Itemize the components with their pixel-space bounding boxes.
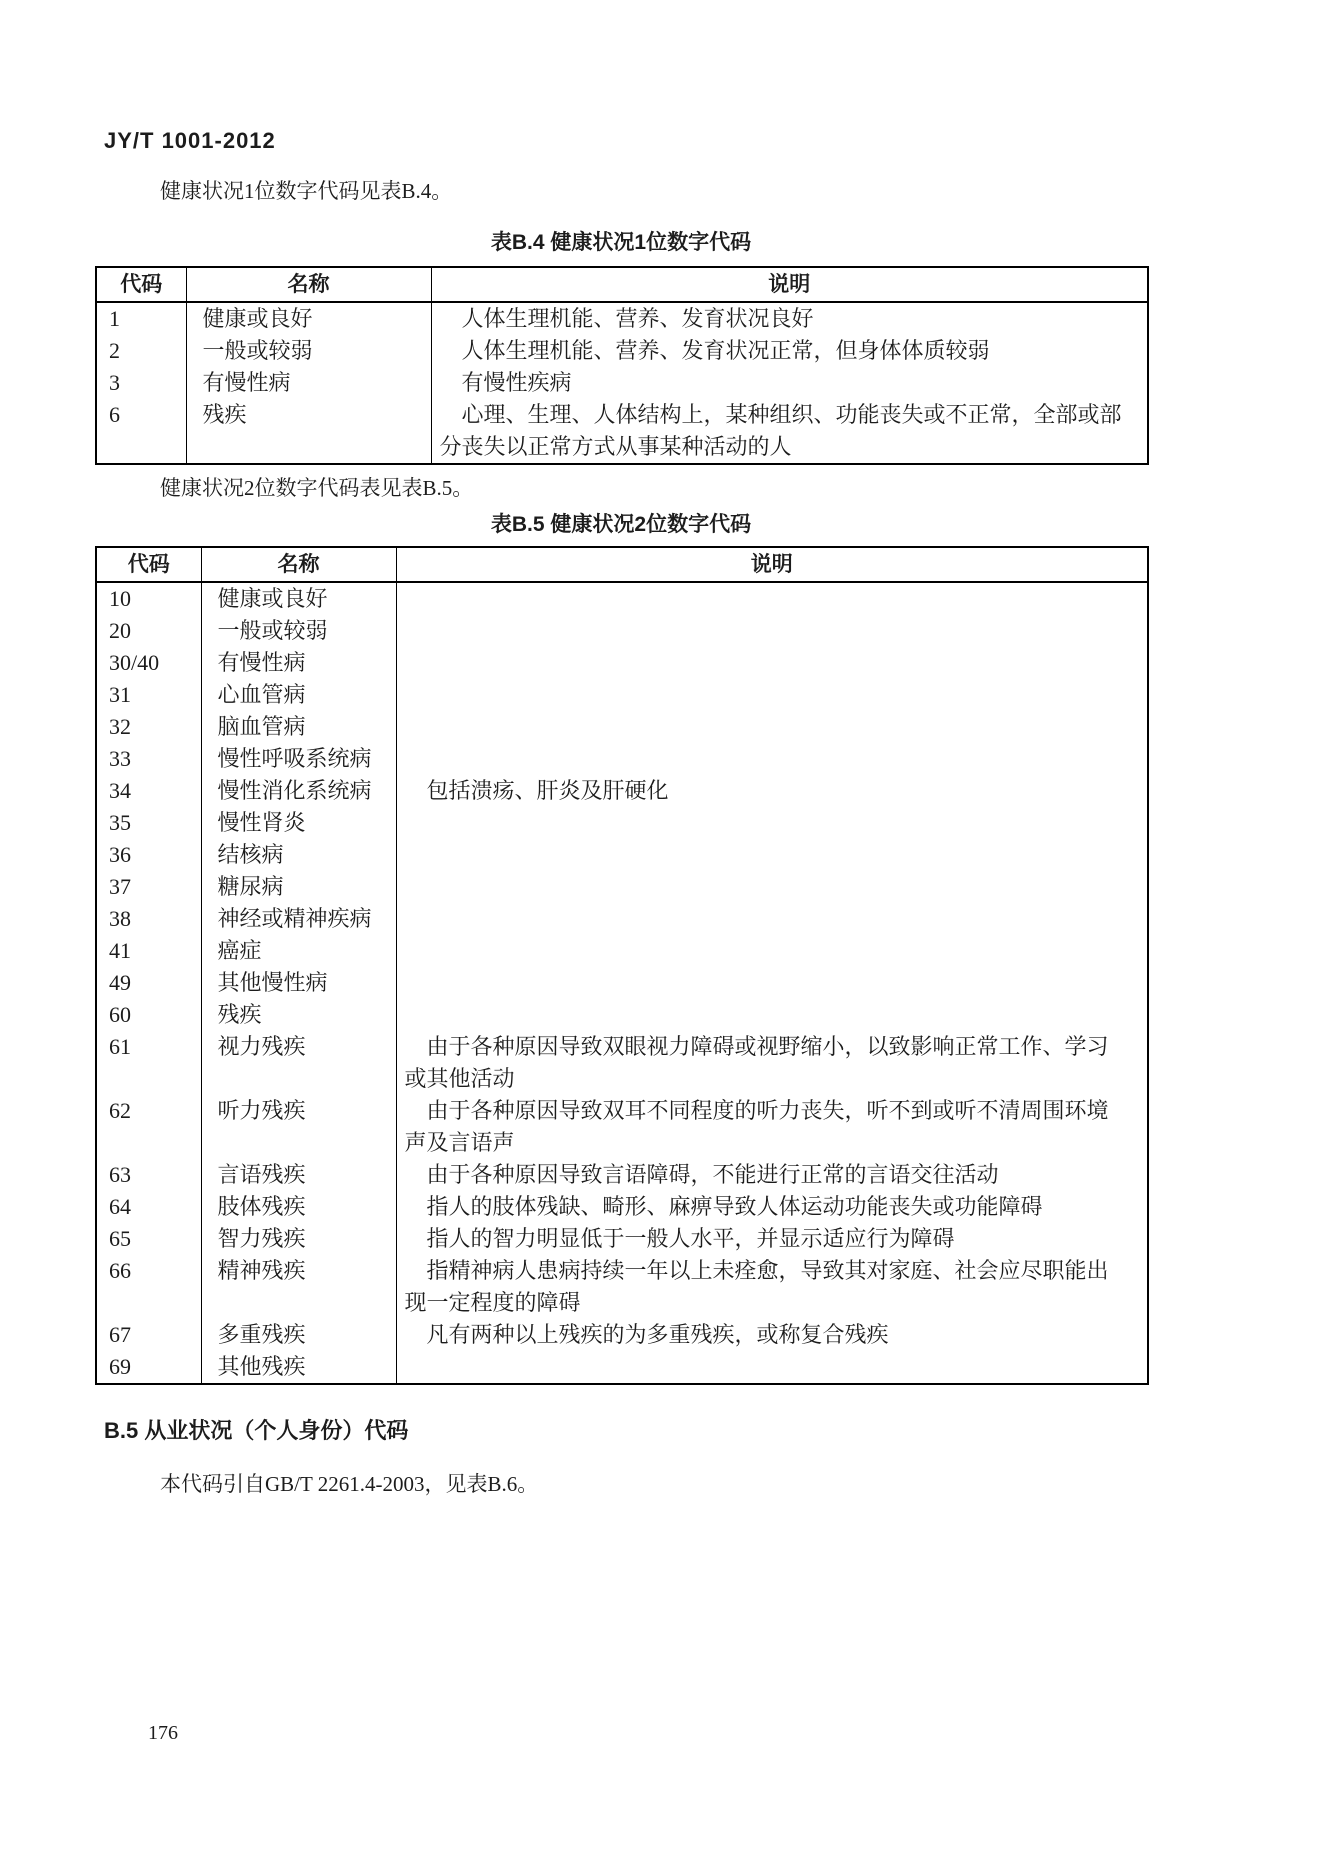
code-cell: 38 [109, 906, 131, 931]
name-cell: 健康或良好 [201, 582, 396, 615]
name-cell: 残疾 [186, 399, 431, 464]
name-cell: 其他残疾 [201, 1351, 396, 1384]
description-cell [396, 679, 1148, 711]
column-header: 代码 [96, 267, 186, 302]
name-cell: 智力残疾 [201, 1223, 396, 1255]
table-row [96, 775, 1148, 807]
name-cell: 肢体残疾 [201, 1191, 396, 1223]
code-cell: 3 [109, 370, 120, 395]
table-row [96, 335, 1148, 367]
table-row [96, 647, 1148, 679]
code-cell: 34 [109, 778, 131, 803]
description-cell: 由于各种原因导致双眼视力障碍或视野缩小，以致影响正常工作、学习或其他活动 [396, 1031, 1148, 1095]
name-cell: 残疾 [201, 999, 396, 1031]
column-header: 名称 [186, 267, 431, 302]
description-cell: 指人的智力明显低于一般人水平，并显示适应行为障碍 [396, 1223, 1148, 1255]
description-cell [396, 615, 1148, 647]
section-b5-reference-paragraph: 本代码引自GB/T 2261.4-2003，见表B.6。 [160, 1472, 539, 1496]
code-cell: 37 [109, 874, 131, 899]
name-cell: 慢性消化系统病 [201, 775, 396, 807]
description-cell: 由于各种原因导致言语障碍，不能进行正常的言语交往活动 [396, 1159, 1148, 1191]
table-row [96, 367, 1148, 399]
description-cell [396, 1351, 1148, 1384]
code-cell: 63 [109, 1162, 131, 1187]
code-cell: 35 [109, 810, 131, 835]
description-cell: 人体生理机能、营养、发育状况良好 [431, 302, 1148, 335]
description-cell [396, 647, 1148, 679]
code-cell: 69 [109, 1354, 131, 1379]
code-cell: 62 [109, 1098, 131, 1123]
description-cell: 凡有两种以上残疾的为多重残疾，或称复合残疾 [396, 1319, 1148, 1351]
description-cell [396, 743, 1148, 775]
table-row [96, 839, 1148, 871]
name-cell: 一般或较弱 [201, 615, 396, 647]
description-cell [396, 999, 1148, 1031]
name-cell: 精神残疾 [201, 1255, 396, 1319]
description-cell [396, 839, 1148, 871]
name-cell: 神经或精神疾病 [201, 903, 396, 935]
table-b5 [95, 546, 1149, 1385]
name-cell: 糖尿病 [201, 871, 396, 903]
code-cell: 1 [109, 306, 120, 331]
intro-paragraph-table-b5: 健康状况2位数字代码表见表B.5。 [160, 476, 474, 500]
table-row [96, 1095, 1148, 1159]
description-cell [396, 935, 1148, 967]
name-cell: 有慢性病 [201, 647, 396, 679]
description-cell [396, 807, 1148, 839]
description-cell: 指人的肢体残缺、畸形、麻痹导致人体运动功能丧失或功能障碍 [396, 1191, 1148, 1223]
table-b4-caption: 表B.4 健康状况1位数字代码 [490, 231, 752, 254]
table-row [96, 871, 1148, 903]
table-row [96, 1159, 1148, 1191]
code-cell: 61 [109, 1034, 131, 1059]
description-cell [396, 903, 1148, 935]
code-cell: 60 [109, 1002, 131, 1027]
column-header: 说明 [396, 547, 1148, 582]
table-row [96, 1191, 1148, 1223]
code-cell: 41 [109, 938, 131, 963]
name-cell: 慢性肾炎 [201, 807, 396, 839]
table-row [96, 807, 1148, 839]
table-row [96, 1319, 1148, 1351]
description-cell [396, 711, 1148, 743]
name-cell: 听力残疾 [201, 1095, 396, 1159]
code-cell: 31 [109, 682, 131, 707]
table-row [96, 903, 1148, 935]
description-cell: 包括溃疡、肝炎及肝硬化 [396, 775, 1148, 807]
code-cell: 36 [109, 842, 131, 867]
page-number: 176 [148, 1722, 178, 1744]
name-cell: 视力残疾 [201, 1031, 396, 1095]
column-header: 代码 [96, 547, 201, 582]
section-b5-heading: B.5 从业状况（个人身份）代码 [104, 1418, 409, 1443]
name-cell: 结核病 [201, 839, 396, 871]
name-cell: 脑血管病 [201, 711, 396, 743]
description-cell: 心理、生理、人体结构上，某种组织、功能丧失或不正常，全部或部分丧失以正常方式从事某种活动的人 [431, 399, 1148, 464]
table-b5-caption: 表B.5 健康状况2位数字代码 [490, 513, 752, 536]
table-row [96, 999, 1148, 1031]
description-cell: 人体生理机能、营养、发育状况正常，但身体体质较弱 [431, 335, 1148, 367]
table-row [96, 679, 1148, 711]
name-cell: 言语残疾 [201, 1159, 396, 1191]
description-cell: 指精神病人患病持续一年以上未痊愈，导致其对家庭、社会应尽职能出现一定程度的障碍 [396, 1255, 1148, 1319]
code-cell: 10 [109, 586, 131, 611]
intro-paragraph-table-b4: 健康状况1位数字代码见表B.4。 [160, 179, 453, 203]
table-row [96, 967, 1148, 999]
code-cell: 6 [109, 402, 120, 427]
code-cell: 66 [109, 1258, 131, 1283]
table-row [96, 935, 1148, 967]
name-cell: 多重残疾 [201, 1319, 396, 1351]
column-header: 名称 [201, 547, 396, 582]
name-cell: 慢性呼吸系统病 [201, 743, 396, 775]
name-cell: 有慢性病 [186, 367, 431, 399]
code-cell: 20 [109, 618, 131, 643]
description-cell: 由于各种原因导致双耳不同程度的听力丧失，听不到或听不清周围环境声及言语声 [396, 1095, 1148, 1159]
table-row [96, 743, 1148, 775]
name-cell: 健康或良好 [186, 302, 431, 335]
description-cell: 有慢性疾病 [431, 367, 1148, 399]
name-cell: 其他慢性病 [201, 967, 396, 999]
table-row [96, 399, 1148, 464]
code-cell: 32 [109, 714, 131, 739]
table-row [96, 1223, 1148, 1255]
description-cell [396, 871, 1148, 903]
table-row [96, 1351, 1148, 1384]
code-cell: 30/40 [109, 650, 160, 675]
table-row [96, 1255, 1148, 1319]
table-header-row [96, 267, 1148, 302]
code-cell: 65 [109, 1226, 131, 1251]
name-cell: 一般或较弱 [186, 335, 431, 367]
code-cell: 33 [109, 746, 131, 771]
code-cell: 64 [109, 1194, 131, 1219]
table-row [96, 302, 1148, 335]
name-cell: 心血管病 [201, 679, 396, 711]
table-row [96, 615, 1148, 647]
description-cell [396, 967, 1148, 999]
code-cell: 49 [109, 970, 131, 995]
table-row [96, 711, 1148, 743]
standard-number: JY/T 1001-2012 [104, 128, 276, 153]
table-b4 [95, 266, 1149, 465]
table-header-row [96, 547, 1148, 582]
description-cell [396, 582, 1148, 615]
code-cell: 2 [109, 338, 120, 363]
table-row [96, 1031, 1148, 1095]
name-cell: 癌症 [201, 935, 396, 967]
code-cell: 67 [109, 1322, 131, 1347]
table-row [96, 582, 1148, 615]
column-header: 说明 [431, 267, 1148, 302]
